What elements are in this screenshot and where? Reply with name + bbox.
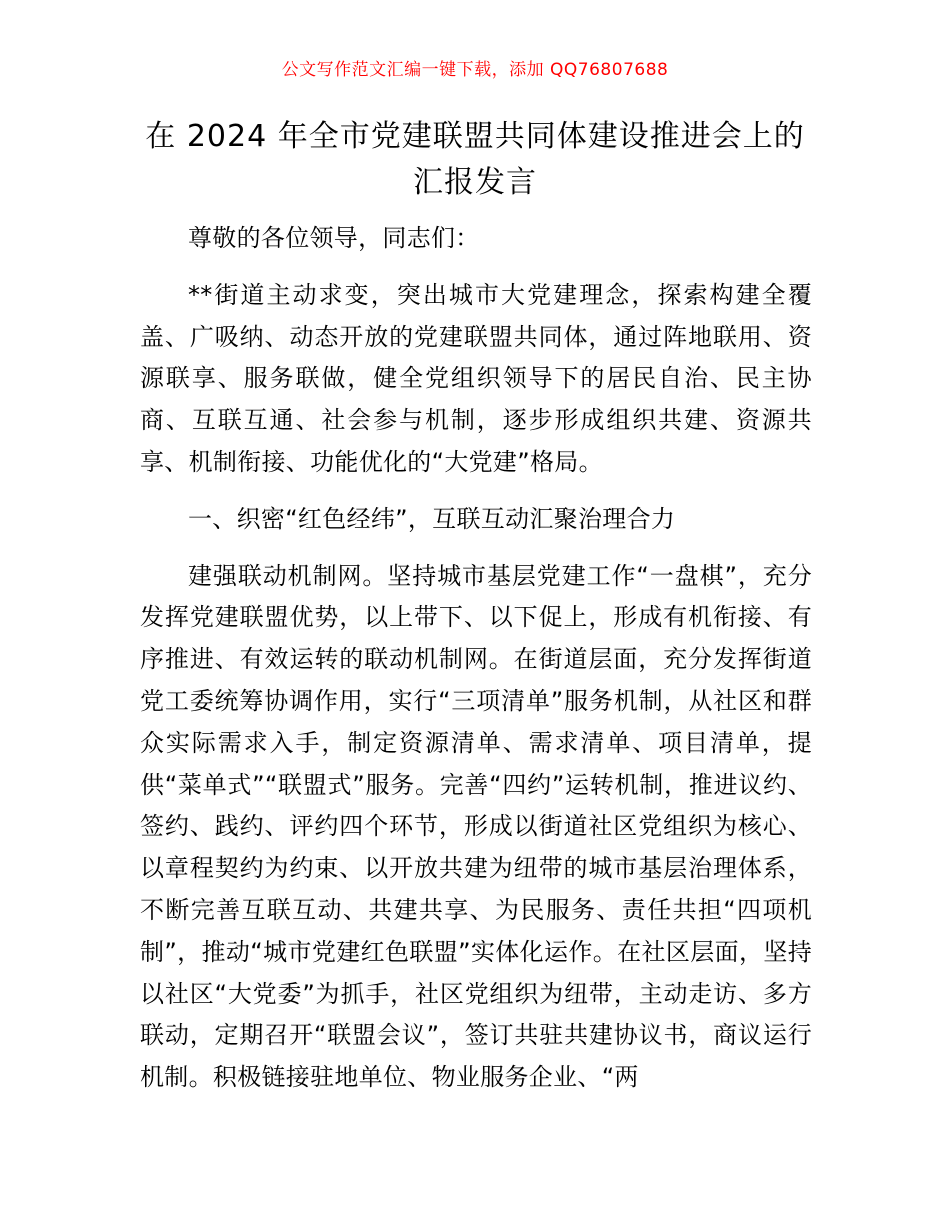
salutation: 尊敬的各位领导，同志们： [188, 224, 480, 252]
section-heading-1: 一、织密“红色经纬”，互联互动汇聚治理合力 [188, 504, 676, 533]
section-1-paragraph: 建强联动机制网。坚持城市基层党建工作“一盘棋”，充分发挥党建联盟优势，以上带下、以下促上，形成有机衔接、有序推进、有效运转的联动机制网。在街道层面，充分发挥街道党工委统筹协调作用，实行“三项清单”服务机制，从社区和群众实际需求入手，制定资源清单、需求清单、项目清单，提供“菜单式”“联盟式”服务。完善“四约”运转机制，推进议约、签约、践约、评约四个环节，形成以街道社区党组织为核心、以章程契约为约束、以开放共建为纽带的城市基层治理体系，不断完善互联互动、共建共享、为民服务、责任共担“四项机制”，推动“城市党建红色联盟”实体化运作。在社区层面，坚持以社区“大党委”为抓手，社区党组织为纽带，主动走访、多方联动，定期召开“联盟会议”，签订共驻共建协议书，商议运行机制。积极链接驻地单位、物业服务企业、“两 [140, 561, 813, 1092]
document-title [120, 114, 830, 206]
download-notice: 公文写作范文汇编一键下载，添加 QQ76807688 [281, 60, 669, 80]
title-line-1: 在 2024 年全市党建联盟共同体建设推进会上的 [145, 119, 805, 154]
intro-paragraph: **街道主动求变，突出城市大党建理念，探索构建全覆盖、广吸纳、动态开放的党建联盟共同体，通过阵地联用、资源联享、服务联做，健全党组织领导下的居民自治、民主协商、互联互通、社会参与机制，逐步形成组织共建、资源共享、机制衔接、功能优化的“大党建”格局。 [140, 280, 812, 476]
document-body [140, 218, 812, 1099]
title-line-2: 汇报发言 [413, 165, 537, 200]
